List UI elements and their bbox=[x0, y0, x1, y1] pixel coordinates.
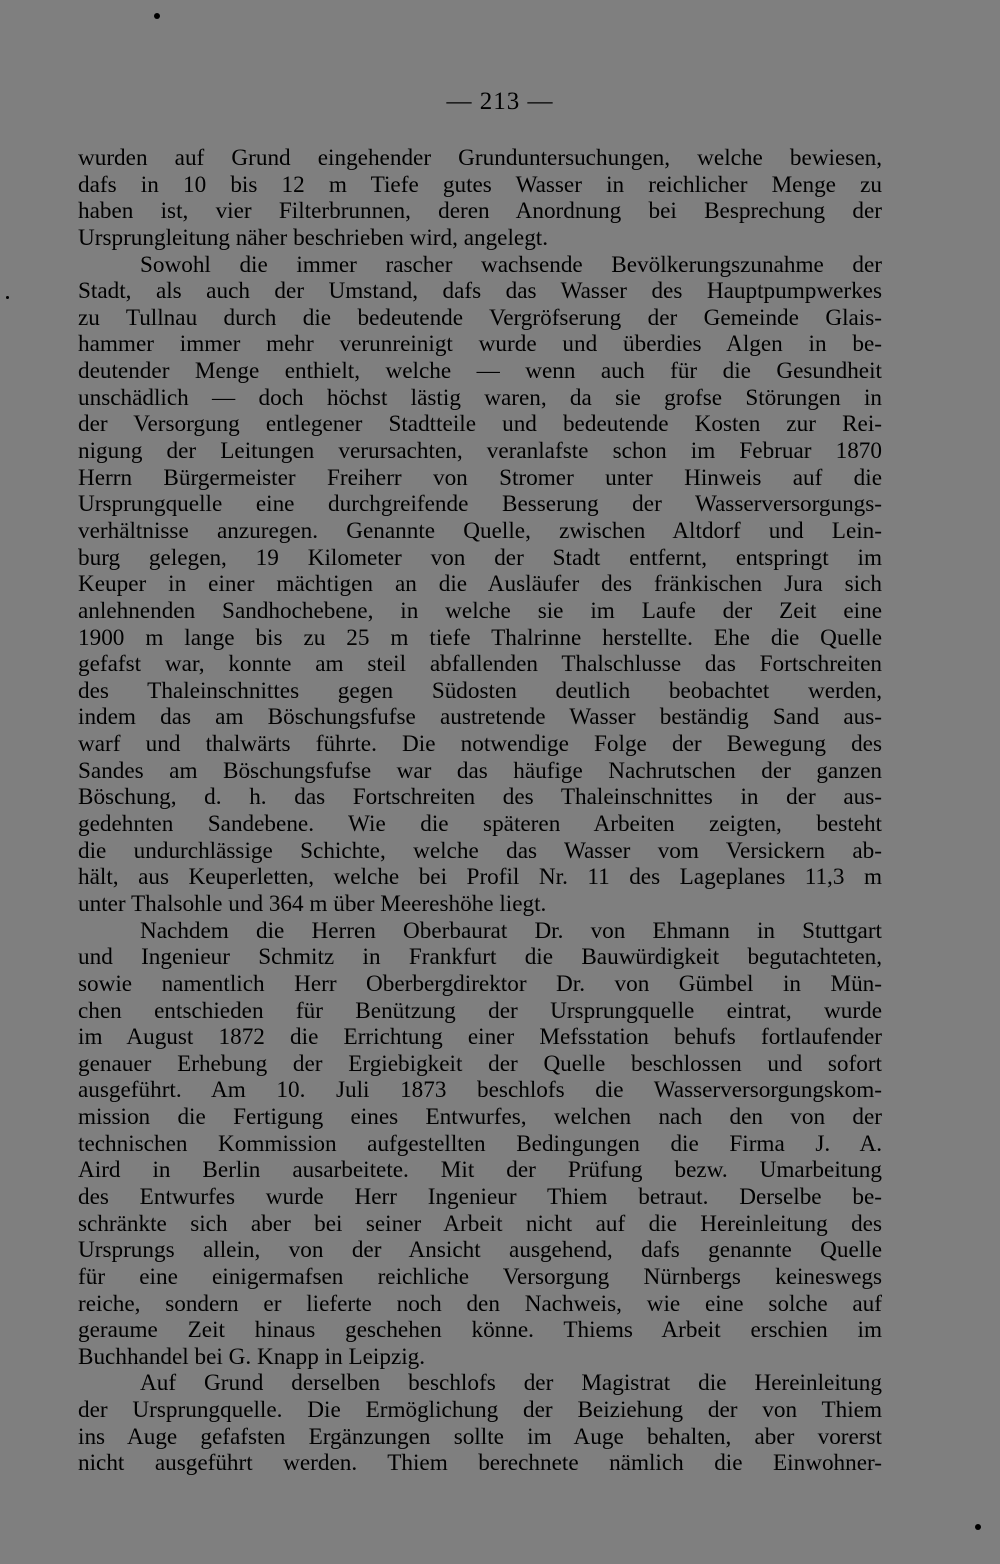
text-line: reiche, sondern er lieferte noch den Nachweis, wie eine solche auf bbox=[78, 1290, 882, 1317]
text-line: anlehnenden Sandhochebene, in welche sie im Laufe der Zeit eine bbox=[78, 597, 882, 624]
text-line: im August 1872 die Errichtung einer Mefsstation behufs fortlaufender bbox=[78, 1024, 882, 1051]
text-line: unschädlich — doch höchst lästig waren, da sie grofse Störungen in bbox=[78, 384, 882, 411]
text-line: ausgeführt. Am 10. Juli 1873 beschlofs die Wasserversorgungskom- bbox=[78, 1077, 882, 1104]
text-line: zu Tullnau durch die bedeutende Vergröfserung der Gemeinde Glais- bbox=[78, 304, 882, 331]
text-line: Ursprungquelle eine durchgreifende Besserung der Wasserversorgungs- bbox=[78, 491, 882, 518]
text-line: nigung der Leitungen verursachten, veranlafste schon im Februar 1870 bbox=[78, 438, 882, 465]
text-line: Ursprungleitung näher beschrieben wird, angelegt. bbox=[78, 224, 549, 251]
text-line: die undurchlässige Schichte, welche das Wasser vom Versickern ab- bbox=[78, 837, 882, 864]
text-line: indem das am Böschungsfufse austretende Wasser beständig Sand aus- bbox=[78, 704, 882, 731]
text-line: 1900 m lange bis zu 25 m tiefe Thalrinne herstellte. Ehe die Quelle bbox=[78, 624, 882, 651]
text-line: Aird in Berlin ausarbeitete. Mit der Prüfung bezw. Umarbeitung bbox=[78, 1157, 882, 1184]
text-line: des Thaleinschnittes gegen Südosten deutlich beobachtet werden, bbox=[78, 677, 882, 704]
text-line: Buchhandel bei G. Knapp in Leipzig. bbox=[78, 1343, 426, 1370]
scan-speck bbox=[6, 296, 9, 299]
paragraph bbox=[78, 1370, 882, 1477]
text-line: chen entschieden für Benützung der Ursprungquelle eintrat, wurde bbox=[78, 997, 882, 1024]
text-line: dafs in 10 bis 12 m Tiefe gutes Wasser in reichlicher Menge zu bbox=[78, 171, 882, 198]
text-line: unter Thalsohle und 364 m über Meereshöhe liegt. bbox=[78, 890, 547, 917]
text-line: und Ingenieur Schmitz in Frankfurt die Bauwürdigkeit begutachteten, bbox=[78, 944, 882, 971]
text-line: gefafst war, konnte am steil abfallenden Thalschlusse das Fortschreiten bbox=[78, 651, 882, 678]
text-line: hammer immer mehr verunreinigt wurde und überdies Algen in be- bbox=[78, 331, 882, 358]
text-line: Sowohl die immer rascher wachsende Bevölkerungszunahme der bbox=[140, 251, 882, 278]
text-line: mission die Fertigung eines Entwurfes, welchen nach den von der bbox=[78, 1104, 882, 1131]
text-line: burg gelegen, 19 Kilometer von der Stadt entfernt, entspringt im bbox=[78, 544, 882, 571]
paragraph bbox=[78, 252, 882, 918]
text-line: warf und thalwärts führte. Die notwendige Folge der Bewegung des bbox=[78, 731, 882, 758]
text-line: der Ursprungquelle. Die Ermöglichung der Beiziehung der von Thiem bbox=[78, 1397, 882, 1424]
text-line: des Entwurfes wurde Herr Ingenieur Thiem betraut. Derselbe be- bbox=[78, 1183, 882, 1210]
page-number: — 213 — bbox=[446, 88, 554, 115]
scan-speck bbox=[975, 1524, 981, 1530]
scan-speck bbox=[154, 13, 160, 19]
paragraph bbox=[78, 145, 882, 252]
text-line: deutender Menge enthielt, welche — wenn auch für die Gesundheit bbox=[78, 358, 882, 385]
paragraph bbox=[78, 918, 882, 1371]
text-line: verhältnisse anzuregen. Genannte Quelle, zwischen Altdorf und Lein- bbox=[78, 517, 882, 544]
text-line: Herrn Bürgermeister Freiherr von Stromer unter Hinweis auf die bbox=[78, 464, 882, 491]
body-text bbox=[78, 145, 882, 1477]
text-line: Auf Grund derselben beschlofs der Magistrat die Hereinleitung bbox=[140, 1370, 882, 1397]
text-line: gedehnten Sandebene. Wie die späteren Arbeiten zeigten, besteht bbox=[78, 811, 882, 838]
text-line: hält, aus Keuperletten, welche bei Profil Nr. 11 des Lageplanes 11,3 m bbox=[78, 864, 882, 891]
text-line: für eine einigermafsen reichliche Versorgung Nürnbergs keineswegs bbox=[78, 1263, 882, 1290]
text-line: ins Auge gefafsten Ergänzungen sollte im Auge behalten, aber vorerst bbox=[78, 1423, 882, 1450]
text-line: Stadt, als auch der Umstand, dafs das Wasser des Hauptpumpwerkes bbox=[78, 278, 882, 305]
text-line: der Versorgung entlegener Stadtteile und bedeutende Kosten zur Rei- bbox=[78, 411, 882, 438]
text-line: Sandes am Böschungsfufse war das häufige Nachrutschen der ganzen bbox=[78, 757, 882, 784]
text-line: geraume Zeit hinaus geschehen könne. Thiems Arbeit erschien im bbox=[78, 1317, 882, 1344]
text-line: genauer Erhebung der Ergiebigkeit der Quelle beschlossen und sofort bbox=[78, 1050, 882, 1077]
text-line: Nachdem die Herren Oberbaurat Dr. von Ehmann in Stuttgart bbox=[140, 917, 882, 944]
text-line: nicht ausgeführt werden. Thiem berechnete nämlich die Einwohner- bbox=[78, 1450, 882, 1477]
text-line: wurden auf Grund eingehender Grunduntersuchungen, welche bewiesen, bbox=[78, 145, 882, 171]
text-line: sowie namentlich Herr Oberbergdirektor Dr. von Gümbel in Mün- bbox=[78, 970, 882, 997]
text-line: technischen Kommission aufgestellten Bedingungen die Firma J. A. bbox=[78, 1130, 882, 1157]
text-line: haben ist, vier Filterbrunnen, deren Anordnung bei Besprechung der bbox=[78, 198, 882, 225]
text-line: Keuper in einer mächtigen an die Ausläufer des fränkischen Jura sich bbox=[78, 571, 882, 598]
text-line: Böschung, d. h. das Fortschreiten des Thaleinschnittes in der aus- bbox=[78, 784, 882, 811]
text-line: Ursprungs allein, von der Ansicht ausgehend, dafs genannte Quelle bbox=[78, 1237, 882, 1264]
text-line: schränkte sich aber bei seiner Arbeit nicht auf die Hereinleitung des bbox=[78, 1210, 882, 1237]
